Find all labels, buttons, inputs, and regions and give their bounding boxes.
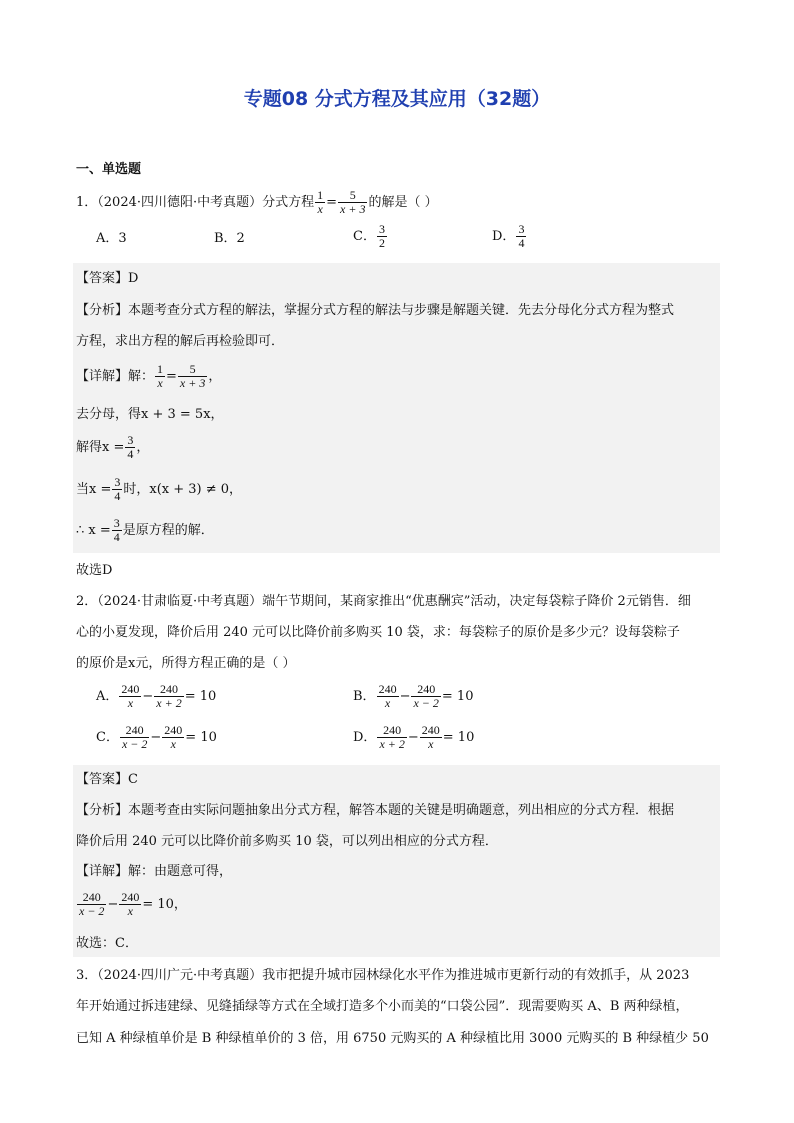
q2-equation: $\frac{240}{x - 2}$ − $\frac{240}{x}$ = 10， (79, 890, 187, 918)
q1-step-check: 当x = $\frac{3}{4}$ 时，x(x + 3) ≠ 0， (76, 475, 243, 503)
q2-stem-line-2: 心的小夏发现，降价后用 240 元可以比降价前多购买 10 袋，求：每袋粽子的原价是多少元？设每袋粽子 (76, 625, 680, 640)
q3-stem-line-2: 年开始通过拆违建绿、见缝插绿等方式在全域打造多个小而美的“口袋公园”．现需要购买 A、B 两种绿植， (76, 999, 689, 1014)
q2-option-d: D． $\frac{240}{x + 2}$ − $\frac{240}{x}$ = 10 (353, 723, 475, 751)
q1-analysis-line-1: 【分析】本题考查分式方程的解法，掌握分式方程的解法与步骤是解题关键．先去分母化分式方程为整式 (76, 303, 675, 318)
q1-analysis-line-2: 方程，求出方程的解后再检验即可． (76, 334, 285, 349)
q1-stem: 1．（2024·四川德阳·中考真题）分式方程 $\frac{1}{x}$ = $\frac{5}{x + 3}$ 的解是（ ） (76, 188, 438, 216)
q2-option-b: B． $\frac{240}{x}$ − $\frac{240}{x - 2}$ = 10 (353, 682, 474, 710)
q2-option-c: C． $\frac{240}{x - 2}$ − $\frac{240}{x}$ = 10 (96, 723, 217, 751)
q1-option-c: C． $\frac{3}{2}$ (353, 222, 385, 250)
q2-stem-line-1: 2．（2024·甘肃临夏·中考真题）端午节期间，某商家推出“优惠酬宾”活动，决定每袋粽子降价 2元销售．细 (76, 594, 691, 609)
q2-answer: 【答案】C (76, 772, 138, 787)
q3-stem-line-1: 3．（2024·四川广元·中考真题）我市把提升城市园林绿化水平作为推进城市更新行动的有效抓手，从 2023 (76, 968, 690, 983)
q1-option-a: A．3 (96, 231, 127, 246)
q1-option-d: D． $\frac{3}{4}$ (492, 222, 525, 250)
q1-answer: 【答案】D (76, 271, 139, 286)
q1-step-solve: 解得x = $\frac{3}{4}$ ， (76, 433, 150, 461)
q2-solution-block (73, 765, 720, 957)
q1-fraction-right: $\frac{5}{x + 3}$ (340, 188, 366, 216)
q1-detail-equation: 【详解】解： $\frac{1}{x}$ = $\frac{5}{x + 3}$ ， (76, 362, 222, 390)
section-heading: 一、单选题 (76, 162, 142, 177)
q2-analysis-line-2: 降价后用 240 元可以比降价前多购买 10 袋，可以列出相应的分式方程． (76, 834, 498, 849)
q1-choice: 故选D (76, 563, 113, 578)
q1-step-conclusion: ∴ x = $\frac{3}{4}$ 是原方程的解． (76, 516, 214, 544)
page-title: 专题08 分式方程及其应用（32题） (243, 88, 551, 110)
q3-stem-line-3: 已知 A 种绿植单价是 B 种绿植单价的 3 倍，用 6750 元购买的 A 种绿植比用 3000 元购买的 B 种绿植少 50 (76, 1031, 709, 1046)
q2-stem-line-3: 的原价是x元，所得方程正确的是（ ） (76, 656, 296, 671)
q1-fraction-left: $\frac{1}{x}$ (317, 188, 324, 216)
q1-step-clear-denominator: 去分母，得x + 3 = 5x， (76, 407, 224, 422)
q2-analysis-line-1: 【分析】本题考查由实际问题抽象出分式方程，解答本题的关键是明确题意，列出相应的分式方程．根据 (76, 803, 675, 818)
q1-option-b: B．2 (214, 231, 245, 246)
q2-detail: 【详解】解：由题意可得， (76, 864, 233, 879)
q2-option-a: A． $\frac{240}{x}$ − $\frac{240}{x + 2}$ = 10 (96, 682, 217, 710)
q2-choice: 故选：C． (76, 936, 138, 951)
